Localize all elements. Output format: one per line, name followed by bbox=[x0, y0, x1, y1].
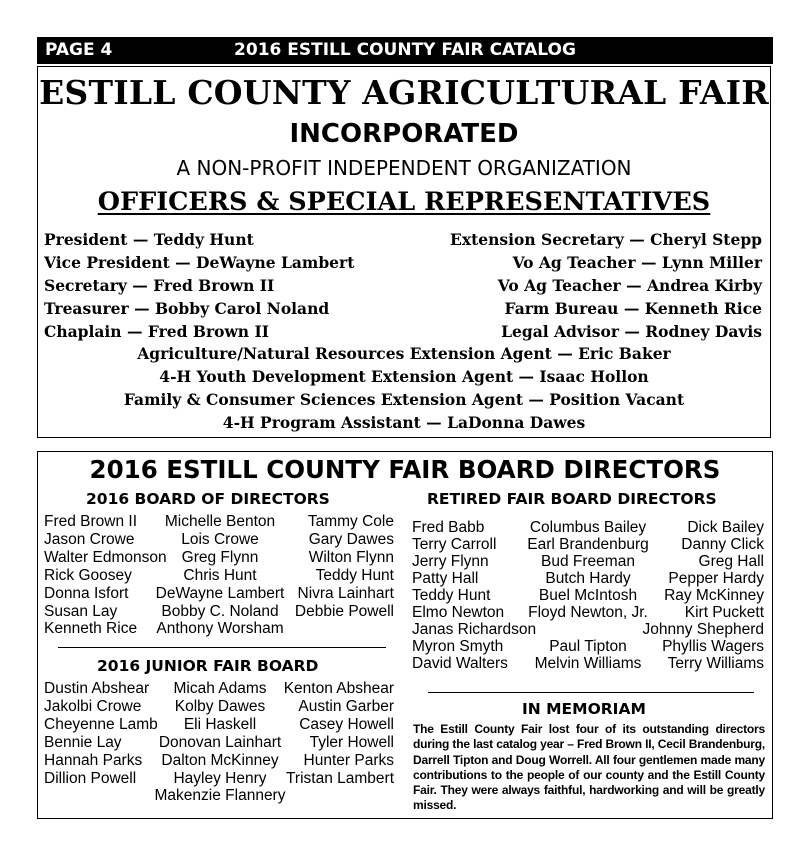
divider bbox=[58, 647, 386, 648]
junior-board-name: Hannah Parks bbox=[44, 751, 143, 769]
retired-director-name: Johnny Shepherd bbox=[642, 621, 764, 638]
junior-board-name: Cheyenne Lamb bbox=[44, 715, 158, 733]
representative: Family & Consumer Sciences Extension Agent — Position Vacant bbox=[123, 390, 685, 409]
officer-left: Secretary — Fred Brown II bbox=[44, 276, 275, 295]
officer-left: Treasurer — Bobby Carol Noland bbox=[44, 299, 330, 318]
board-title: 2016 ESTILL COUNTY FAIR BOARD DIRECTORS bbox=[89, 455, 721, 484]
director-name: Rick Goosey bbox=[44, 566, 132, 584]
retired-director-name: Buel McIntosh bbox=[538, 587, 638, 604]
director-name: Teddy Hunt bbox=[315, 566, 394, 584]
retired-director-name: David Walters bbox=[412, 655, 508, 672]
director-name: Nivra Lainhart bbox=[297, 584, 394, 602]
retired-director-name: Janas Richardson bbox=[412, 621, 537, 638]
retired-director-name: Butch Hardy bbox=[545, 570, 631, 587]
director-name: Debbie Powell bbox=[294, 602, 394, 620]
officer-left: President — Teddy Hunt bbox=[44, 230, 254, 249]
retired-director-name: Myron Smyth bbox=[412, 638, 504, 655]
page-header-bar bbox=[37, 37, 773, 64]
director-name: Wilton Flynn bbox=[308, 548, 394, 566]
retired-director-name: Phyllis Wagers bbox=[662, 638, 764, 655]
director-name: Kenneth Rice bbox=[44, 620, 138, 638]
retired-director-name: Fred Babb bbox=[412, 519, 485, 536]
junior-board-name: Kolby Dawes bbox=[174, 697, 266, 715]
retired-director-name: Kirt Puckett bbox=[684, 604, 764, 621]
retired-director-name: Bud Freeman bbox=[541, 553, 635, 570]
representative: 4-H Program Assistant — LaDonna Dawes bbox=[222, 413, 586, 432]
junior-board-name: Casey Howell bbox=[299, 715, 394, 733]
junior-board-name: Donovan Lainhart bbox=[158, 733, 282, 751]
junior-board-name: Dustin Abshear bbox=[44, 680, 150, 697]
director-name: Jason Crowe bbox=[44, 530, 135, 548]
page-number: PAGE 4 bbox=[45, 40, 113, 60]
memoriam-text: The Estill County Fair lost four of its outstanding directors during the last catalog year – Fred Brown II, Cecil Brandenburg, Darrell Tipton and Doug Worrell. All four gentlemen made many contributions to the people of our county and the Estill County Fair. They were always faithful, hardworking and will be greatly missed. bbox=[413, 722, 765, 813]
retired-director-name: Jerry Flynn bbox=[412, 553, 489, 570]
junior-board-name: Tyler Howell bbox=[309, 733, 394, 751]
divider bbox=[428, 692, 754, 693]
junior-board-name: Dillion Powell bbox=[44, 769, 137, 787]
retired-director-name: Teddy Hunt bbox=[412, 587, 491, 604]
officer-right: Farm Bureau — Kenneth Rice bbox=[504, 299, 762, 318]
memoriam-heading: IN MEMORIAM bbox=[522, 700, 646, 718]
junior-board-name: Kenton Abshear bbox=[283, 680, 394, 697]
director-name: Greg Flynn bbox=[181, 548, 259, 566]
director-name: Chris Hunt bbox=[183, 566, 257, 584]
junior-board-name: Makenzie Flannery bbox=[154, 787, 286, 805]
retired-director-name: Columbus Bailey bbox=[529, 519, 647, 536]
retired-director-name: Terry Carroll bbox=[412, 536, 497, 553]
junior-board-name: Hayley Henry bbox=[173, 769, 267, 787]
junior-board-name: Hunter Parks bbox=[303, 751, 394, 769]
retired-director-name: Earl Brandenburg bbox=[527, 536, 649, 553]
director-name: Bobby C. Noland bbox=[161, 602, 279, 620]
retired-director-name: Elmo Newton bbox=[412, 604, 505, 621]
director-name: Donna Isfort bbox=[44, 584, 129, 602]
retired-director-name: Pepper Hardy bbox=[668, 570, 764, 587]
junior-board-name: Austin Garber bbox=[298, 697, 394, 715]
officer-left: Vice President — DeWayne Lambert bbox=[44, 253, 355, 272]
junior-board-name: Tristan Lambert bbox=[286, 769, 394, 787]
junior-board-name: Dalton McKinney bbox=[161, 751, 279, 769]
director-name: Walter Edmonson bbox=[44, 548, 167, 566]
retired-director-name: Ray McKinney bbox=[664, 587, 764, 604]
board-box bbox=[37, 451, 773, 819]
officer-left: Chaplain — Fred Brown II bbox=[44, 322, 269, 341]
org-title: ESTILL COUNTY AGRICULTURAL FAIR bbox=[39, 73, 769, 112]
officer-right: Vo Ag Teacher — Lynn Miller bbox=[512, 253, 762, 272]
junior-board-name: Micah Adams bbox=[173, 680, 267, 697]
retired-heading: RETIRED FAIR BOARD DIRECTORS bbox=[427, 490, 717, 508]
director-name: Susan Lay bbox=[44, 602, 118, 620]
catalog-title: 2016 ESTILL COUNTY FAIR CATALOG bbox=[234, 40, 576, 60]
retired-director-name: Terry Williams bbox=[667, 655, 764, 672]
officers-heading: OFFICERS & SPECIAL REPRESENTATIVES bbox=[97, 187, 711, 217]
officers-box bbox=[37, 66, 771, 438]
director-name: Michelle Benton bbox=[164, 513, 276, 530]
retired-director-name: Dick Bailey bbox=[687, 519, 764, 536]
junior-board-name: Bennie Lay bbox=[44, 733, 122, 751]
retired-director-name: Melvin Williams bbox=[534, 655, 642, 672]
directors-heading: 2016 BOARD OF DIRECTORS bbox=[86, 490, 330, 508]
director-name: Gary Dawes bbox=[308, 530, 394, 548]
officer-right: Legal Advisor — Rodney Davis bbox=[501, 322, 762, 341]
director-name: Anthony Worsham bbox=[156, 620, 284, 638]
retired-director-name: Danny Click bbox=[681, 536, 764, 553]
retired-director-name: Floyd Newton, Jr. bbox=[528, 604, 648, 621]
representative: 4-H Youth Development Extension Agent — Isaac Hollon bbox=[159, 367, 649, 386]
director-name: Lois Crowe bbox=[181, 530, 259, 548]
officer-right: Extension Secretary — Cheryl Stepp bbox=[450, 230, 762, 249]
junior-board-name: Eli Haskell bbox=[183, 715, 257, 733]
org-subtitle: INCORPORATED bbox=[289, 119, 519, 149]
director-name: Tammy Cole bbox=[307, 513, 394, 530]
representative: Agriculture/Natural Resources Extension Agent — Eric Baker bbox=[137, 344, 671, 363]
officer-right: Vo Ag Teacher — Andrea Kirby bbox=[497, 276, 762, 295]
director-name: Fred Brown II bbox=[44, 513, 138, 530]
retired-director-name: Greg Hall bbox=[698, 553, 764, 570]
org-tagline: A NON-PROFIT INDEPENDENT ORGANIZATION bbox=[176, 156, 632, 180]
junior-heading: 2016 JUNIOR FAIR BOARD bbox=[97, 657, 319, 675]
junior-board-name: Jakolbi Crowe bbox=[44, 697, 142, 715]
retired-director-name: Paul Tipton bbox=[549, 638, 627, 655]
director-name: DeWayne Lambert bbox=[155, 584, 285, 602]
retired-director-name: Patty Hall bbox=[412, 570, 479, 587]
